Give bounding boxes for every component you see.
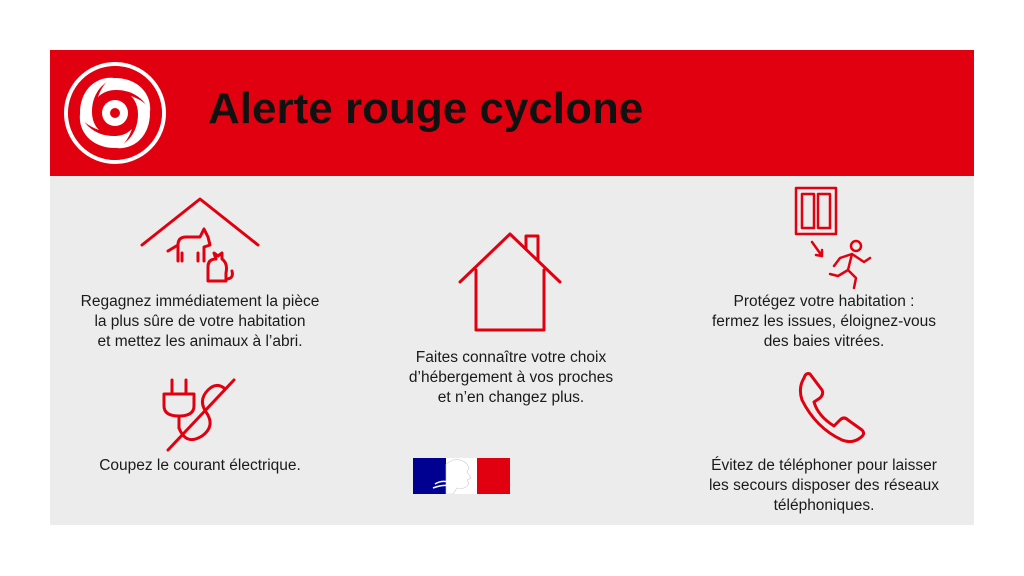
phone-instruction: Évitez de téléphoner pour laisser les secours disposer des réseaux téléphoniques.: [708, 457, 940, 514]
alert-card: [50, 50, 974, 525]
unplug-icon: [162, 376, 240, 452]
shelter-instruction: Regagnez immédiatement la pièce la plus sûre de votre habitation et mettez les animaux à l’abri.: [80, 293, 320, 350]
power-instruction: Coupez le courant électrique.: [99, 457, 301, 474]
french-republic-logo-icon: [413, 458, 510, 494]
page-title: Alerte rouge cyclone: [208, 84, 644, 133]
house-icon: [456, 230, 566, 334]
alert-banner: [50, 50, 974, 176]
window-and-running-person-icon: [792, 184, 872, 292]
lodging-instruction: Faites connaître votre choix d’hébergement à vos proches et n’en changez plus.: [408, 349, 614, 406]
house-with-animals-icon: [138, 193, 262, 285]
protect-instruction: Protégez votre habitation : fermez les issues, éloignez-vous des baies vitrées.: [712, 293, 936, 350]
cyclone-icon: [64, 62, 166, 164]
phone-icon: [796, 370, 868, 444]
